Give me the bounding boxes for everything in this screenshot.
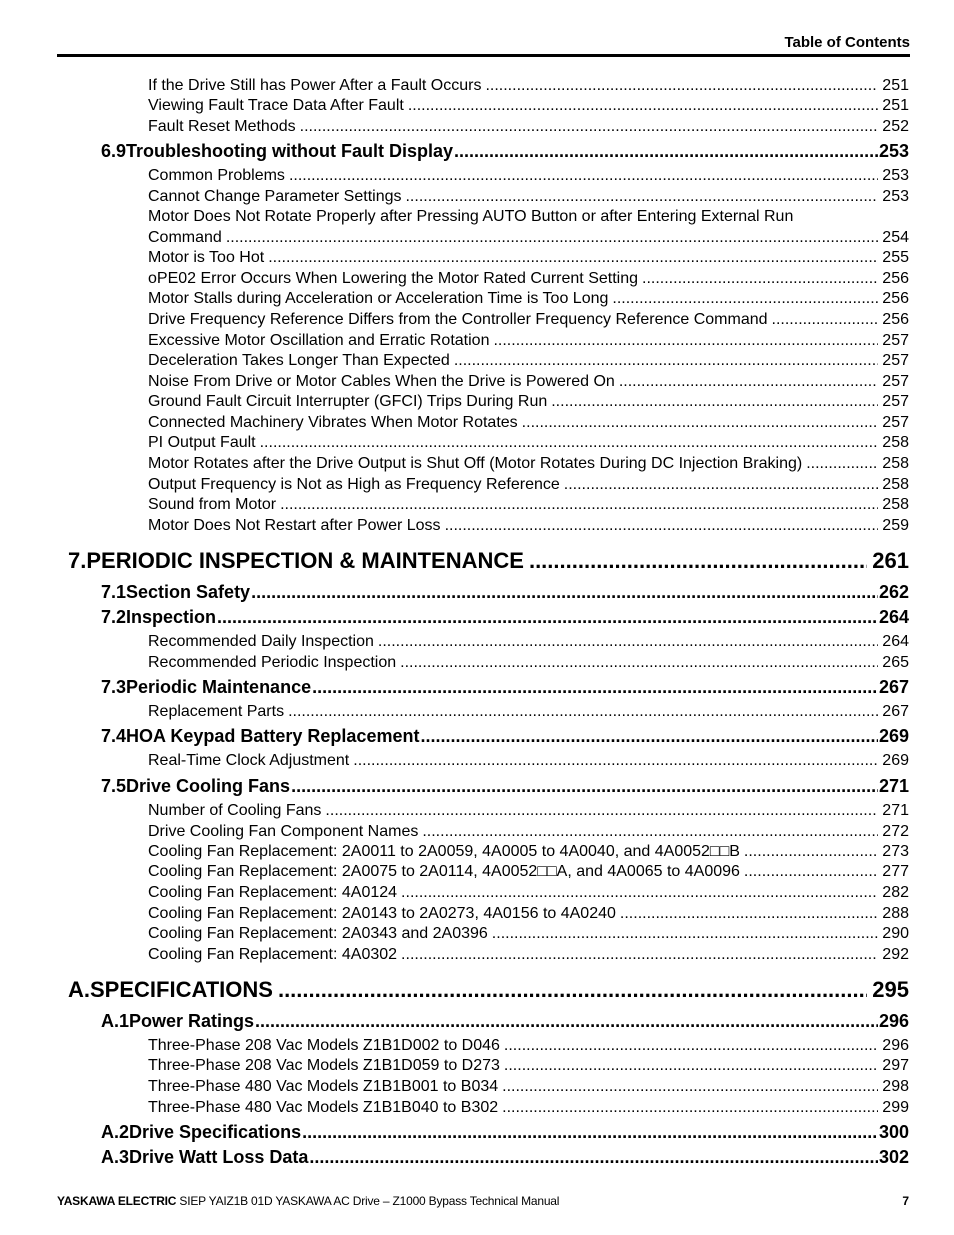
toc-page-number: 261: [872, 548, 909, 573]
toc-entry-number: 7.2: [101, 607, 127, 627]
toc-page-number: 258: [882, 434, 909, 451]
toc-page-number: 251: [882, 77, 909, 94]
toc-entry-title: If the Drive Still has Power After a Fault Occurs: [148, 77, 482, 94]
toc-entry[interactable]: [148, 414, 909, 432]
toc-leader-dots: [744, 843, 878, 861]
toc-entry-number: A.1: [101, 1011, 130, 1031]
toc-entry[interactable]: [68, 548, 909, 574]
toc-leader-dots: [529, 548, 867, 574]
toc-entry[interactable]: [101, 141, 909, 162]
toc-entry[interactable]: [101, 1147, 909, 1168]
toc-entry-title: Cooling Fan Replacement: 2A0143 to 2A0273, 4A0156 to 4A0240: [148, 905, 616, 922]
toc-page-number: 262: [878, 582, 909, 602]
toc-leader-dots: [226, 229, 878, 247]
toc-page-number: 271: [882, 802, 909, 819]
toc-entry-title: Command: [148, 229, 222, 246]
toc-page-number: 269: [878, 726, 909, 746]
toc-page-number: 273: [882, 843, 909, 860]
toc-entry-number: A.3: [101, 1147, 130, 1167]
toc-entry[interactable]: [148, 352, 909, 370]
toc-entry-title: Periodic Maintenance: [126, 677, 312, 697]
toc-entry-title: Three-Phase 208 Vac Models Z1B1D059 to D273: [148, 1057, 500, 1074]
toc-entry-title: Common Problems: [148, 167, 285, 184]
toc-entry-title: Drive Cooling Fans: [126, 776, 291, 796]
toc-page-number: 302: [878, 1147, 909, 1167]
toc-page-number: 271: [878, 776, 909, 796]
toc-page-number: 296: [878, 1011, 909, 1031]
toc-page-number: 253: [878, 141, 909, 161]
page-number: 7: [902, 1194, 909, 1208]
toc-leader-dots: [619, 373, 878, 391]
toc-entry-title: Cooling Fan Replacement: 2A0343 and 2A0396: [148, 925, 488, 942]
toc-leader-dots: [642, 270, 878, 288]
toc-leader-dots: [291, 776, 878, 797]
toc-entry-title: oPE02 Error Occurs When Lowering the Motor Rated Current Setting: [148, 270, 638, 287]
toc-page-number: 300: [878, 1122, 909, 1142]
toc-entry-title: Sound from Motor: [148, 496, 277, 513]
toc-leader-dots: [502, 1099, 878, 1117]
header-title: Table of Contents: [784, 34, 910, 51]
toc-page-number: 255: [882, 249, 909, 266]
toc-leader-dots: [378, 633, 878, 651]
toc-leader-dots: [744, 863, 878, 881]
toc-entry-title: Motor is Too Hot: [148, 249, 265, 266]
toc-page-number: 257: [882, 373, 909, 390]
toc-leader-dots: [260, 434, 879, 452]
footer-brand: YASKAWA ELECTRIC: [57, 1194, 177, 1208]
toc-entry-title: Motor Stalls during Acceleration or Acceleration Time is Too Long: [148, 290, 609, 307]
toc-entry[interactable]: [101, 582, 909, 603]
toc-leader-dots: [401, 946, 878, 964]
toc-entry[interactable]: [148, 1099, 909, 1117]
toc-entry-title: Motor Rotates after the Drive Output is Shut Off (Motor Rotates During DC Injection Braking): [148, 455, 803, 472]
toc-page-number: 264: [878, 607, 909, 627]
toc-entry-title: Replacement Parts: [148, 703, 285, 720]
toc-page-number: 282: [882, 884, 909, 901]
toc-leader-dots: [400, 654, 878, 672]
toc-page-number: 265: [882, 654, 909, 671]
toc-leader-dots: [289, 167, 878, 185]
toc-page-number: 267: [878, 677, 909, 697]
toc-entry-title: Real-Time Clock Adjustment: [148, 752, 350, 769]
toc-page-number: 256: [882, 270, 909, 287]
toc-page-number: 296: [882, 1037, 909, 1054]
toc-entry-title: SPECIFICATIONS: [90, 977, 273, 1002]
toc-leader-dots: [408, 97, 878, 115]
toc-leader-dots: [288, 703, 878, 721]
toc-entry[interactable]: [148, 703, 909, 721]
toc-entry-title: Viewing Fault Trace Data After Fault: [148, 97, 404, 114]
toc-entry-title: Three-Phase 208 Vac Models Z1B1D002 to D046: [148, 1037, 500, 1054]
toc-entry-title: Fault Reset Methods: [148, 118, 296, 135]
toc-page-number: 288: [882, 905, 909, 922]
toc-entry-title: Deceleration Takes Longer Than Expected: [148, 352, 450, 369]
toc-entry-title: Troubleshooting without Fault Display: [126, 141, 454, 161]
toc-leader-dots: [251, 582, 878, 603]
toc-page-number: 272: [882, 823, 909, 840]
toc-entry-title: Cooling Fan Replacement: 4A0302: [148, 946, 398, 963]
toc-leader-dots: [325, 802, 878, 820]
toc-entry-title: Power Ratings: [129, 1011, 255, 1031]
toc-entry[interactable]: [101, 677, 909, 698]
toc-entry[interactable]: [101, 1122, 909, 1143]
toc-page-number: 252: [882, 118, 909, 135]
toc-page-number: 257: [882, 414, 909, 431]
toc-entry-title: Cooling Fan Replacement: 2A0011 to 2A0059, 4A0005 to 4A0040, and 4A0052□□B: [148, 843, 740, 860]
toc-leader-dots: [522, 414, 879, 432]
toc-page-number: 299: [882, 1099, 909, 1116]
toc-entry[interactable]: [148, 249, 909, 267]
toc-entry-title: PI Output Fault: [148, 434, 256, 451]
footer: [57, 1194, 559, 1208]
toc-leader-dots: [312, 677, 878, 698]
toc-entry-title: Noise From Drive or Motor Cables When the Drive is Powered On: [148, 373, 615, 390]
toc-entry[interactable]: [148, 884, 909, 902]
toc-entry[interactable]: [101, 726, 909, 747]
toc-entry-title: Excessive Motor Oscillation and Erratic Rotation: [148, 332, 490, 349]
toc-entry[interactable]: [148, 229, 909, 247]
footer-document-title: SIEP YAIZ1B 01D YASKAWA AC Drive – Z1000 Bypass Technical Manual: [179, 1194, 560, 1208]
toc-leader-dots: [300, 118, 879, 136]
toc-leader-dots: [806, 455, 878, 473]
toc-entry-title: Cooling Fan Replacement: 2A0075 to 2A0114, 4A0052□□A, and 4A0065 to 4A0096: [148, 863, 740, 880]
toc-leader-dots: [485, 77, 878, 95]
toc-entry[interactable]: [68, 977, 909, 1003]
toc-page-number: 256: [882, 311, 909, 328]
toc-page-number: 253: [882, 188, 909, 205]
toc-page-number: 258: [882, 455, 909, 472]
toc-leader-dots: [255, 1011, 878, 1032]
toc-leader-dots: [620, 905, 878, 923]
toc-page-number: 295: [872, 977, 909, 1002]
toc-page-number: 269: [882, 752, 909, 769]
toc-entry[interactable]: [148, 1078, 909, 1096]
toc-entry-title: Three-Phase 480 Vac Models Z1B1B001 to B034: [148, 1078, 499, 1095]
toc-leader-dots: [309, 1147, 878, 1168]
toc-entry[interactable]: [148, 1037, 909, 1055]
toc-entry-title: Drive Frequency Reference Differs from the Controller Frequency Reference Command: [148, 311, 768, 328]
toc-entry-title: Cooling Fan Replacement: 4A0124: [148, 884, 398, 901]
toc-page-number: 257: [882, 393, 909, 410]
toc-entry-title: HOA Keypad Battery Replacement: [126, 726, 420, 746]
toc-entry[interactable]: [148, 633, 909, 651]
toc-entry[interactable]: [148, 863, 909, 881]
toc-entry-title: Ground Fault Circuit Interrupter (GFCI) Trips During Run: [148, 393, 548, 410]
toc-entry[interactable]: [148, 311, 909, 329]
toc-leader-dots: [278, 977, 867, 1003]
toc-entry-title: Cannot Change Parameter Settings: [148, 188, 402, 205]
toc-entry[interactable]: [148, 823, 909, 841]
toc-entry-title: Number of Cooling Fans: [148, 802, 322, 819]
toc-leader-dots: [492, 925, 879, 943]
toc-entry-number: 7.4: [101, 726, 127, 746]
toc-entry-number: 6.9: [101, 141, 127, 161]
toc-entry[interactable]: [148, 393, 909, 411]
toc-entry[interactable]: [148, 332, 909, 350]
toc-leader-dots: [502, 1078, 878, 1096]
toc-leader-dots: [302, 1122, 878, 1143]
toc-leader-dots: [454, 352, 878, 370]
toc-entry[interactable]: [148, 270, 909, 288]
toc-leader-dots: [268, 249, 878, 267]
toc-page-number: 277: [882, 863, 909, 880]
toc-entry-title: Section Safety: [126, 582, 251, 602]
toc-entry[interactable]: [148, 946, 909, 964]
toc-page-number: 264: [882, 633, 909, 650]
toc-entry-number: A.2: [101, 1122, 130, 1142]
toc-entry[interactable]: [148, 925, 909, 943]
toc-entry-number: 7.5: [101, 776, 127, 796]
toc-page-number: 258: [882, 496, 909, 513]
toc-entry-number: A.: [68, 977, 90, 1002]
toc-entry[interactable]: [101, 607, 909, 628]
toc-entry-title: Recommended Daily Inspection: [148, 633, 374, 650]
toc-leader-dots: [420, 726, 877, 747]
toc-leader-dots: [504, 1057, 878, 1075]
toc-leader-dots: [405, 188, 878, 206]
toc-entry[interactable]: [148, 97, 909, 115]
toc-page-number: 297: [882, 1057, 909, 1074]
toc-leader-dots: [280, 496, 878, 514]
toc-leader-dots: [551, 393, 878, 411]
toc-entry[interactable]: [148, 654, 909, 672]
toc-entry[interactable]: [148, 496, 909, 514]
toc-leader-dots: [504, 1037, 878, 1055]
toc-entry[interactable]: [148, 188, 909, 206]
toc-entry[interactable]: [148, 802, 909, 820]
toc-entry-title: Three-Phase 480 Vac Models Z1B1B040 to B302: [148, 1099, 499, 1116]
toc-entry-title: Drive Watt Loss Data: [129, 1147, 309, 1167]
toc-page-number: 256: [882, 290, 909, 307]
toc-page-number: 292: [882, 946, 909, 963]
toc-entry-title: Inspection: [126, 607, 217, 627]
toc-entry[interactable]: [148, 905, 909, 923]
toc-entry-title: PERIODIC INSPECTION & MAINTENANCE: [86, 548, 524, 573]
toc-leader-dots: [401, 884, 878, 902]
toc-entry[interactable]: [148, 290, 909, 308]
toc-page-number: 257: [882, 352, 909, 369]
toc-page-number: 259: [882, 517, 909, 534]
toc-entry[interactable]: [148, 434, 909, 452]
toc-page-number: 257: [882, 332, 909, 349]
toc-leader-dots: [422, 823, 878, 841]
toc-entry[interactable]: [148, 118, 909, 136]
toc-leader-dots: [564, 476, 879, 494]
toc-entry[interactable]: [148, 167, 909, 185]
toc-entry-number: 7.: [68, 548, 87, 573]
toc-entry-title: Output Frequency is Not as High as Frequency Reference: [148, 476, 560, 493]
toc-entry-title: Drive Cooling Fan Component Names: [148, 823, 419, 840]
toc-entry[interactable]: [148, 752, 909, 770]
toc-page-number: 258: [882, 476, 909, 493]
toc-page-number: 298: [882, 1078, 909, 1095]
toc-leader-dots: [493, 332, 878, 350]
toc-entry[interactable]: [148, 455, 909, 473]
toc-entry[interactable]: [148, 517, 909, 535]
toc-entry[interactable]: [148, 1057, 909, 1075]
toc-entry-number: 7.1: [101, 582, 127, 602]
toc-entry-title: Motor Does Not Restart after Power Loss: [148, 517, 441, 534]
toc-entry[interactable]: [101, 1011, 909, 1032]
toc-page-number: 267: [882, 703, 909, 720]
toc-page-number: 253: [882, 167, 909, 184]
toc-leader-dots: [217, 607, 878, 628]
toc-entry[interactable]: [148, 77, 909, 95]
toc-leader-dots: [612, 290, 878, 308]
toc-leader-dots: [353, 752, 878, 770]
toc-entry-number: 7.3: [101, 677, 127, 697]
toc-entry-title: Motor Does Not Rotate Properly after Pressing AUTO Button or after Entering External Run: [148, 208, 794, 225]
toc-entry-title: Recommended Periodic Inspection: [148, 654, 397, 671]
toc-entry[interactable]: [148, 843, 909, 861]
toc-entry[interactable]: [148, 476, 909, 494]
toc-entry-title: Connected Machinery Vibrates When Motor Rotates: [148, 414, 518, 431]
toc-page-number: 254: [882, 229, 909, 246]
toc-entry[interactable]: [148, 373, 909, 391]
toc-entry[interactable]: [101, 776, 909, 797]
toc-leader-dots: [445, 517, 879, 535]
toc-leader-dots: [772, 311, 879, 329]
toc-leader-dots: [454, 141, 878, 162]
toc-page-number: 290: [882, 925, 909, 942]
toc-entry-title: Drive Specifications: [129, 1122, 302, 1142]
toc-page-number: 251: [882, 97, 909, 114]
